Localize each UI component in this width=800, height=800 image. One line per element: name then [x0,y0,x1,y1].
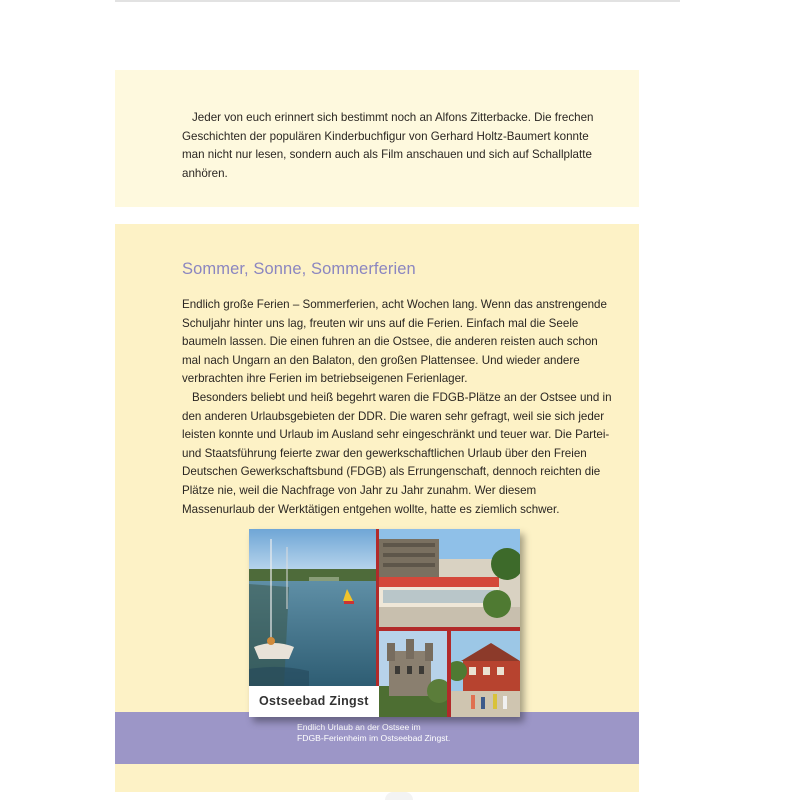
village-photo [451,631,520,717]
manor-photo [379,631,447,717]
top-divider [115,0,680,2]
photo-caption: Endlich Urlaub an der Ostsee im FDGB-Ferienheim im Ostseebad Zingst. [297,722,451,743]
paragraph-2: Besonders beliebt und heiß begehrt waren die FDGB-Plätze an der Ostsee und in den anderen Urlaubsgebieten der DDR. Die waren sehr gefragt, weil sie sich jeder leisten konnte und Urlaub im Ausland sehr eingeschränkt und teuer war. Die Partei- und Staatsführung feierte zwar den gewerkschaftlichen Urlaub über den Freien Deutschen Gewerkschaftsbund (FDGB) als Errungenschaft, dennoch reichten die Plätze nie, weil die Nachfrage von Jahr zu Jahr zunahm. Wer diesem Massenurlaub der Werktätigen entgehen wollte, hatte es ziemlich schwer. [182,390,612,516]
postcard-divider [447,631,451,717]
section-heading: Sommer, Sonne, Sommerferien [182,260,416,278]
holiday-home-photo [379,529,520,627]
harbour-photo [249,529,376,686]
page-tab [385,792,413,800]
caption-bar [115,712,639,764]
postcard-label [249,686,379,717]
postcard-image [249,529,520,717]
paragraph-1: Endlich große Ferien – Sommerferien, acht Wochen lang. Wenn das anstrengende Schuljahr hinter uns lag, freuten wir uns auf die Ferien. Einfach mal die Seele baumeln lassen. Die einen fuhren an die Ostsee, die anderen reisten auch schon mal nach Ungarn an den Balaton, den großen Plattensee. Und wieder andere verbrachten ihre Ferien im betriebseigenen Ferienlager. [182,298,607,386]
section-body [182,296,612,519]
postcard-label-text: Ostseebad Zingst [259,694,369,708]
intro-paragraph: Jeder von euch erinnert sich bestimmt noch an Alfons Zitterbacke. Die frechen Geschichten der populären Kinderbuchfigur von Gerhard Holtz-Baumert konnte man nicht nur lesen, sondern auch als Film anschauen und sich auf Schallplatte anhören. [182,111,594,180]
intro-box [115,70,639,207]
